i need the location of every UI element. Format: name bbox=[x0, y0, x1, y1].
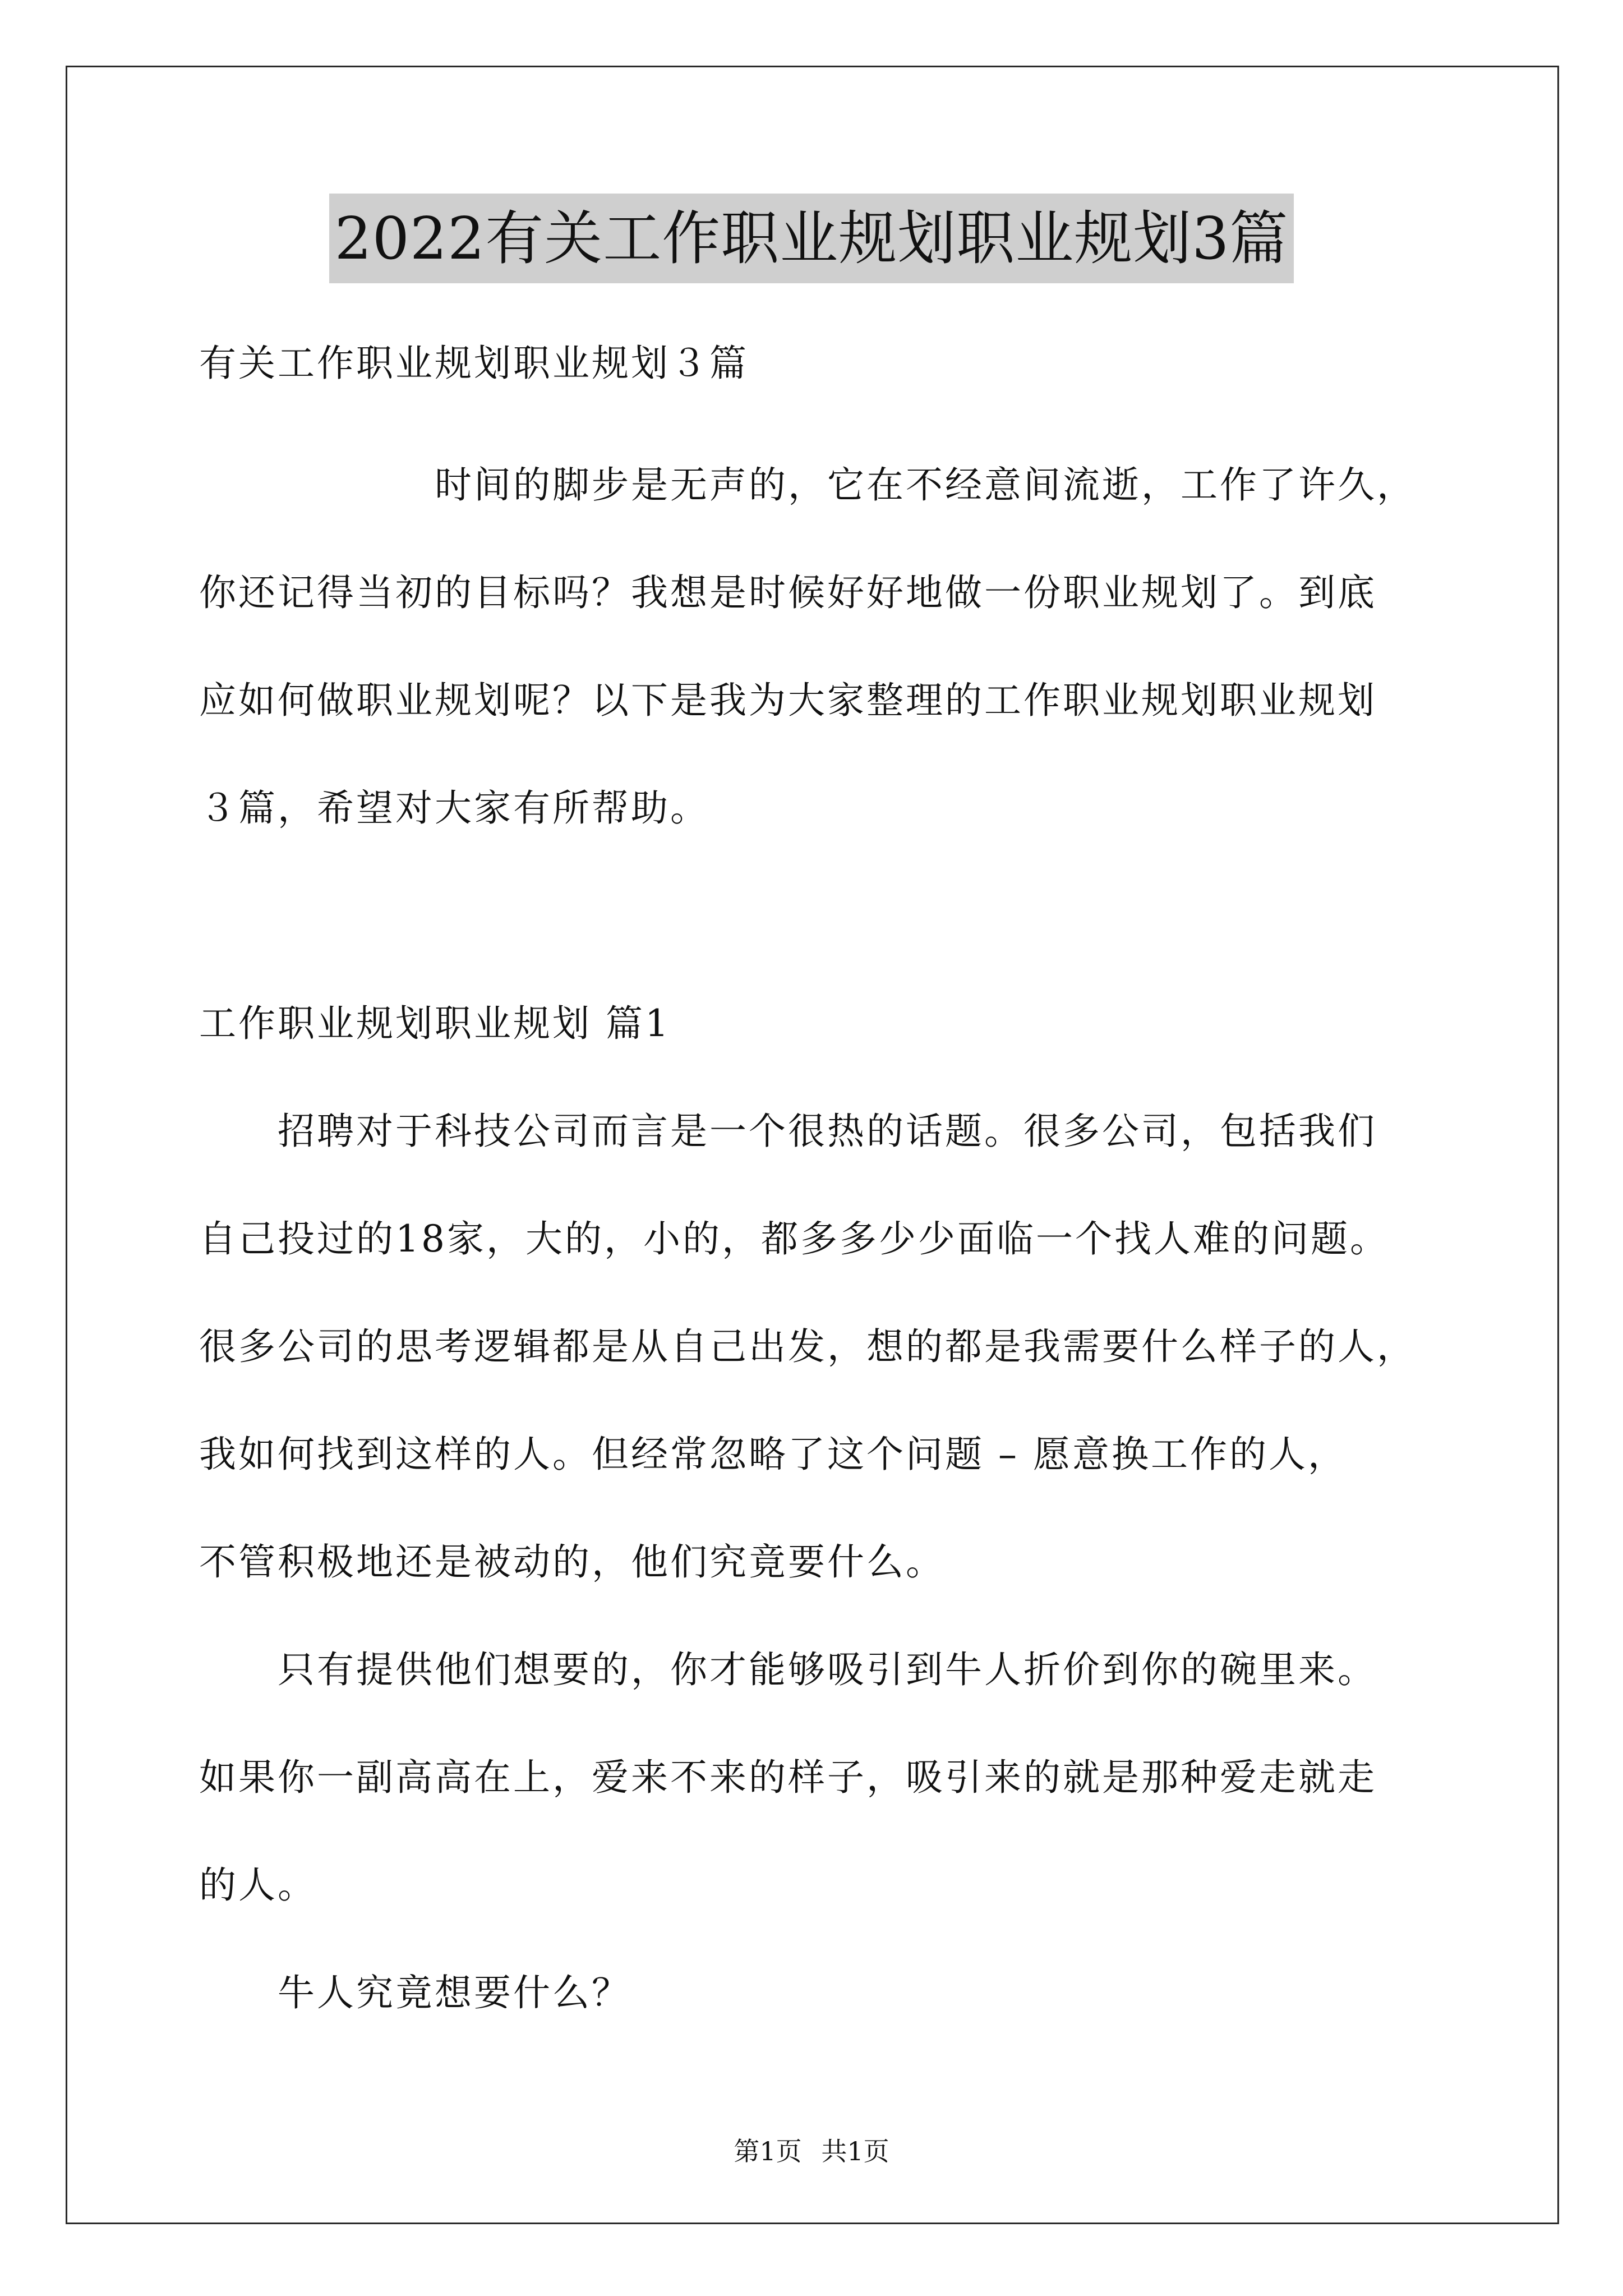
paragraph-line: ３篇，希望对大家有所帮助。 bbox=[199, 786, 709, 830]
subtitle-line: 有关工作职业规划职业规划３篇 bbox=[199, 342, 749, 385]
page-number: 第1页 bbox=[734, 2136, 802, 2166]
title-container bbox=[0, 194, 1623, 283]
paragraph-line: 应如何做职业规划呢？以下是我为大家整理的工作职业规划职业规划 bbox=[199, 679, 1377, 722]
paragraph-line: 你还记得当初的目标吗？我想是时候好好地做一份职业规划了。到底 bbox=[199, 571, 1377, 614]
paragraph-line: 不管积极地还是被动的，他们究竟要什么。 bbox=[199, 1540, 945, 1584]
paragraph-line: 牛人究竟想要什么？ bbox=[199, 1971, 631, 2014]
paragraph-line: 的人。 bbox=[199, 1864, 317, 1907]
paragraph-line: 只有提供他们想要的，你才能够吸引到牛人折价到你的碗里来。 bbox=[199, 1648, 1377, 1691]
page-footer bbox=[0, 2132, 1623, 2171]
paragraph-line: 很多公司的思考逻辑都是从自己出发，想的都是我需要什么样子的人， bbox=[199, 1325, 1416, 1368]
page-total: 共1页 bbox=[821, 2136, 889, 2166]
section-heading: 工作职业规划职业规划 篇1 bbox=[199, 1002, 671, 1045]
paragraph-line: 我如何找到这样的人。但经常忽略了这个问题 – 愿意换工作的人， bbox=[199, 1433, 1347, 1476]
document-title: 2022有关工作职业规划职业规划3篇 bbox=[329, 194, 1294, 283]
paragraph-line: 如果你一副高高在上，爱来不来的样子，吸引来的就是那种爱走就走 bbox=[199, 1756, 1377, 1799]
paragraph-line: 自己投过的18家，大的，小的，都多多少少面临一个找人难的问题。 bbox=[199, 1217, 1389, 1260]
paragraph-line: 时间的脚步是无声的，它在不经意间流逝，工作了许久， bbox=[199, 463, 1416, 507]
paragraph-line: 招聘对于科技公司而言是一个很热的话题。很多公司，包括我们 bbox=[199, 1110, 1377, 1153]
